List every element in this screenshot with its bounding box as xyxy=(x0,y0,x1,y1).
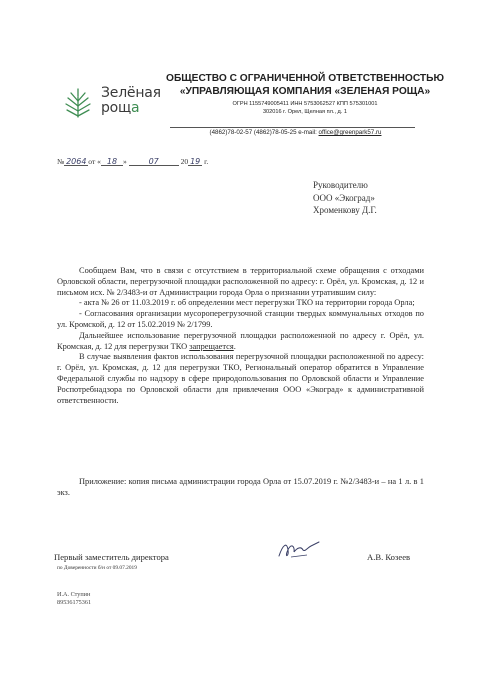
body-paragraph-1: Сообщаем Вам, что в связи с отсутствием в территориальной схеме обращения с отходами Орловской области, перегрузочной площадки расположенной по адресу: г. Орёл, ул. Кромская, д. 12 и письмом исх. № 2/3483-и от Администрации города Орла о признании утратившим силу: xyxy=(57,266,424,297)
org-address: 302016 г. Орел, Щелная пл., д. 1 xyxy=(262,109,348,115)
body-paragraph-3: - Согласования организации мусороперегрузочной станции твердых коммунальных отходов по ул. Кромской, д. 12 от 15.02.2019 № 2/1799. xyxy=(57,309,424,329)
signatory-name: А.В. Козеев xyxy=(367,552,411,562)
addressee-position: Руководителю xyxy=(313,180,368,190)
attachment-note xyxy=(57,477,424,499)
body-paragraph-4-end: . xyxy=(233,341,236,351)
signatory-authority: по Доверенности б/н от 09.07.2019 xyxy=(57,565,137,571)
organization-header xyxy=(160,72,450,116)
header-divider xyxy=(170,127,415,128)
ref-close-quote: » xyxy=(122,157,127,166)
ref-number: 2064 xyxy=(66,157,87,166)
ref-year-prefix: 20 xyxy=(180,157,189,166)
org-name-line1: ОБЩЕСТВО С ОГРАНИЧЕННОЙ ОТВЕТСТВЕННОСТЬЮ xyxy=(166,73,444,84)
body-paragraph-4 xyxy=(57,331,424,353)
company-logo-icon xyxy=(63,87,93,119)
executor-phone: 89536175361 xyxy=(57,599,92,606)
letter-body xyxy=(57,266,424,406)
ref-from-label: от « xyxy=(88,157,101,166)
body-paragraph-4-text: Дальнейшее использование перегрузочной площадки расположенной по адресу г. Орёл, ул. Кромская, д. 12 для перегрузки ТКО xyxy=(57,330,424,351)
outgoing-reference xyxy=(57,157,208,166)
ref-day: 18 xyxy=(106,157,118,166)
body-paragraph-2: - акта № 26 от 11.03.2019 г. об определении мест перегрузки ТКО на территории города Орла; xyxy=(79,298,415,308)
ref-no-label: № xyxy=(57,157,65,166)
executor-name: И.А. Ступин xyxy=(57,591,91,598)
addressee-company: ООО «Экоград» xyxy=(313,192,375,203)
handwritten-signature xyxy=(273,536,323,562)
ref-year-suffix: г. xyxy=(204,157,209,166)
addressee-name: Хроменкову Д.Г. xyxy=(313,205,377,215)
body-paragraph-5: В случае выявления фактов использования перегрузочной площадки расположенной по адресу: г. Орёл, ул. Кромская, д. 12 для перегрузки ТКО, Региональный оператор обратится в Управление Федеральной службы по надзору в сфере природопользования по Орловской области и Управление Роспотребнадзора по Орловской области для привлечения ООО «Экоград» к административной ответственности. xyxy=(57,352,424,405)
prohibited-emphasis: запрещается xyxy=(189,341,234,351)
org-contacts xyxy=(168,129,423,137)
org-registration-ids: ОГРН 1155749005411 ИНН 5753062527 КПП 575301001 xyxy=(232,101,378,107)
attachment-text: Приложение: копия письма администрации города Орла от 15.07.2019 г. №2/3483-и – на 1 л. в 1 экз. xyxy=(57,477,424,497)
ref-year: 19 xyxy=(190,157,201,166)
logo-word-1: Зелёная xyxy=(101,85,161,101)
ref-month: 07 xyxy=(148,157,159,166)
org-phones: (4862)78-02-57 (4862)78-05-25 e-mail: xyxy=(209,129,319,136)
org-name-line2: «УПРАВЛЯЮЩАЯ КОМПАНИЯ «ЗЕЛЕНАЯ РОЩА» xyxy=(179,86,431,97)
signatory-title: Первый заместитель директора xyxy=(54,552,169,562)
logo-word-2-tail: а xyxy=(131,100,140,116)
org-email-link[interactable]: office@greenpark57.ru xyxy=(318,129,382,136)
logo-word-2-main: рощ xyxy=(101,100,132,116)
addressee-block xyxy=(313,179,377,217)
executor-info xyxy=(57,591,91,607)
